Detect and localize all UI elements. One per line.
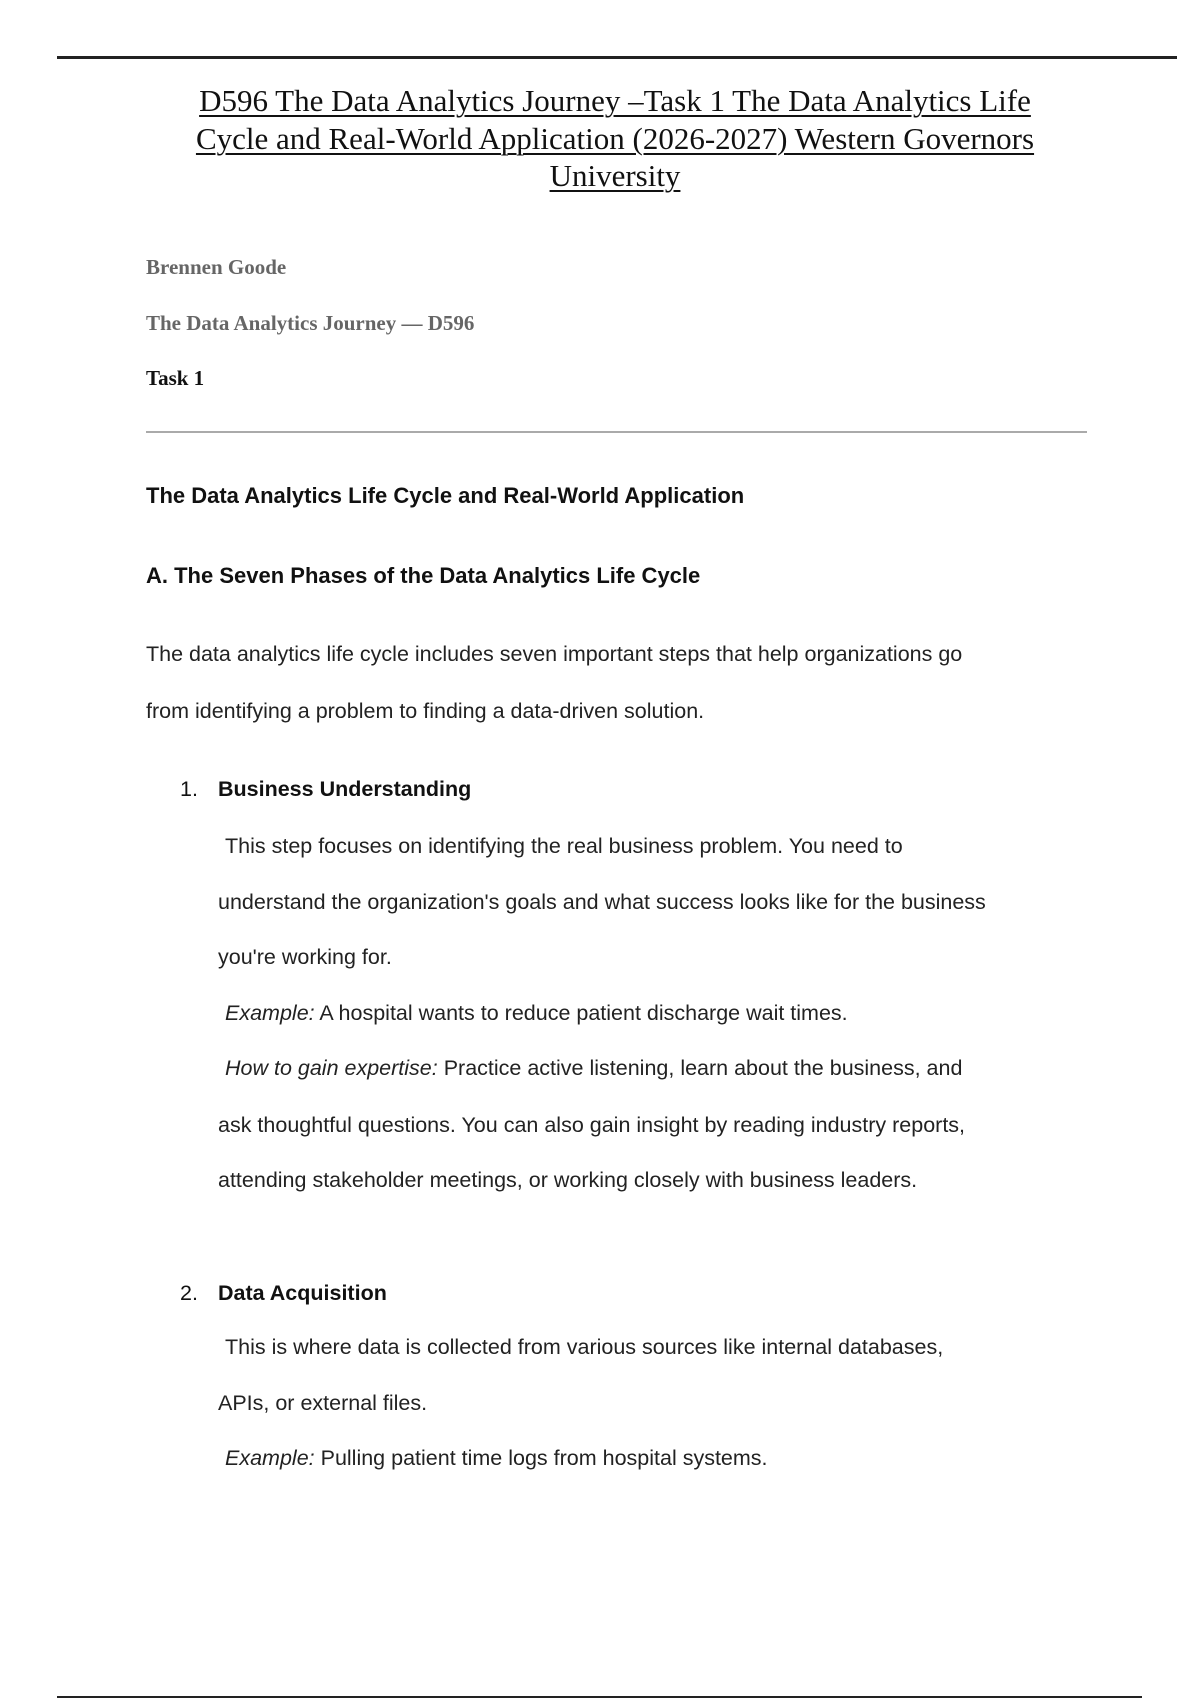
example-label: Example: xyxy=(225,1001,315,1025)
phase-number: 1. xyxy=(180,777,198,801)
phase-desc-line: This step focuses on identifying the real business problem. You need to xyxy=(225,834,903,858)
phase-label: Business Understanding xyxy=(218,777,472,801)
divider xyxy=(146,431,1087,433)
phase-desc-line: APIs, or external files. xyxy=(218,1391,428,1415)
phase-desc-line: This is where data is collected from various sources like internal databases, xyxy=(225,1335,944,1359)
phase-expertise xyxy=(225,1056,962,1081)
phase-desc-line: you're working for. xyxy=(218,945,392,969)
example-text: Pulling patient time logs from hospital systems. xyxy=(314,1446,768,1470)
phase-example xyxy=(225,1446,768,1471)
title-line: Cycle and Real-World Application (2026-2027) Western Governors xyxy=(195,120,1035,156)
title-line: University xyxy=(549,158,681,193)
bottom-rule xyxy=(57,1696,1142,1698)
example-label: Example: xyxy=(225,1446,315,1470)
task-label: Task 1 xyxy=(146,366,205,390)
title-line: D596 The Data Analytics Journey –Task 1 The Data Analytics Life xyxy=(199,83,1031,118)
expertise-line: attending stakeholder meetings, or working closely with business leaders. xyxy=(218,1168,918,1192)
phase-label: Data Acquisition xyxy=(218,1281,387,1305)
section-a-heading: A. The Seven Phases of the Data Analytics Life Cycle xyxy=(146,563,701,588)
intro-line: The data analytics life cycle includes seven important steps that help organizations go xyxy=(146,642,963,666)
phase-number: 2. xyxy=(180,1281,198,1305)
expertise-line: ask thoughtful questions. You can also gain insight by reading industry reports, xyxy=(218,1113,966,1137)
course-name: The Data Analytics Journey — D596 xyxy=(146,311,475,335)
author-name: Brennen Goode xyxy=(146,255,287,279)
main-heading: The Data Analytics Life Cycle and Real-World Application xyxy=(146,483,745,508)
phase-example xyxy=(225,1001,848,1026)
document-title xyxy=(150,82,1080,195)
expertise-label: How to gain expertise: xyxy=(225,1056,438,1080)
example-text: A hospital wants to reduce patient discharge wait times. xyxy=(314,1001,848,1025)
expertise-line: Practice active listening, learn about the business, and xyxy=(437,1056,963,1080)
top-rule xyxy=(57,56,1177,59)
intro-line: from identifying a problem to finding a data-driven solution. xyxy=(146,699,705,723)
phase-desc-line: understand the organization's goals and what success looks like for the business xyxy=(218,890,986,914)
